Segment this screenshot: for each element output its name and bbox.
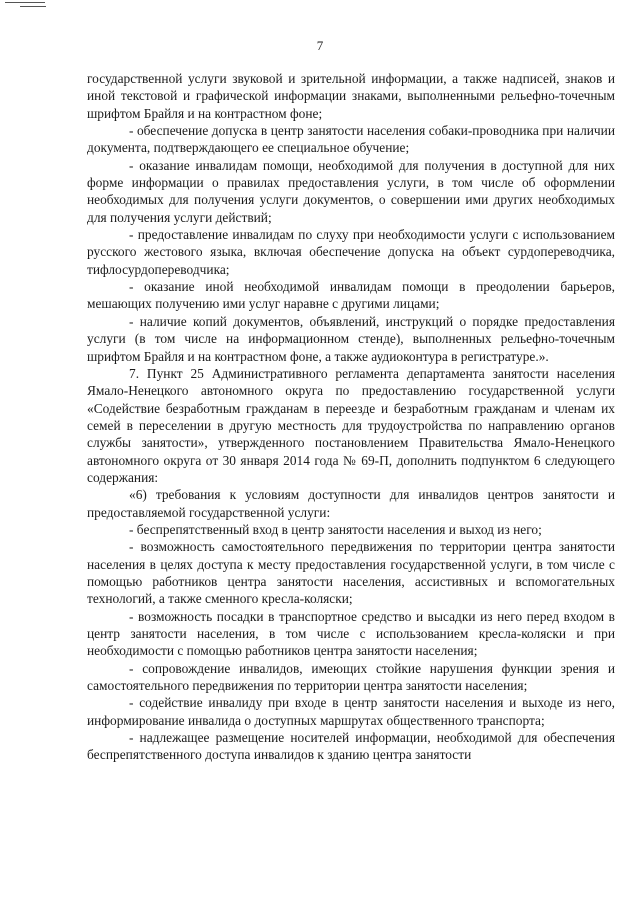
list-item: - предоставление инвалидам по слуху при необходимости услуги с использованием русского жестового языка, включая обеспечение допуска на объект сурдопереводчика, тифлосурдопереводчика;	[87, 227, 615, 277]
paragraph: 7. Пункт 25 Административного регламента департамента занятости населения Ямало-Ненецкого автономного округа по предоставлению государственной услуги «Содействие безработным гражданам в переезде и безработным гражданам и членам их семей в переселении в другую местность для трудоустройства по направлению органов службы занятости», утвержденного постановлением Правительства Ямало-Ненецкого автономного округа от 30 января 2014 года № 69-П, дополнить подпунктом 6 следующего содержания:	[87, 365, 615, 485]
list-item: - содействие инвалиду при входе в центр занятости населения и выходе из него, информирование инвалида о доступных маршрутах общественного транспорта;	[87, 695, 615, 728]
list-item: - оказание инвалидам помощи, необходимой для получения в доступной для них форме информации о правилах предоставления услуги, в том числе об оформлении необходимых для получения услуги документов, о совершении ими других необходимых для получения услуги действий;	[87, 157, 615, 225]
list-item: - возможность самостоятельного передвижения по территории центра занятости населения в целях доступа к месту предоставления государственной услуги, в том числе с помощью работников центра занятости населения, ассистивных и вспомогательных технологий, а также сменного кресла-коляски;	[87, 539, 615, 607]
list-item: - наличие копий документов, объявлений, инструкций о порядке предоставления услуги (в том числе на информационном стенде), выполненных рельефно-точечным шрифтом Брайля и на контрастном фоне, а также аудиоконтура в регистратуре.».	[87, 313, 615, 364]
list-item: - возможность посадки в транспортное средство и высадки из него перед входом в центр занятости населения, в том числе с использованием кресла-коляски и при необходимости с помощью работников центра занятости населения;	[87, 608, 615, 659]
list-item: - надлежащее размещение носителей информации, необходимой для обеспечения беспрепятственного доступа инвалидов к зданию центра занятости	[87, 730, 615, 763]
list-item: - сопровождение инвалидов, имеющих стойкие нарушения функции зрения и самостоятельного передвижения по территории центра занятости населения;	[87, 660, 615, 694]
paragraph: «6) требования к условиям доступности для инвалидов центров занятости и предоставляемой государственной услуги:	[87, 487, 615, 520]
list-item: - оказание иной необходимой инвалидам помощи в преодолении барьеров, мешающих получению ими услуг наравне с другими лицами;	[87, 279, 615, 312]
list-item: - обеспечение допуска в центр занятости населения собаки-проводника при наличии документа, подтверждающего ее специальное обучение;	[87, 123, 615, 156]
page-number: 7	[316, 38, 324, 53]
document-body	[87, 70, 615, 764]
paragraph: государственной услуги звуковой и зрительной информации, а также надписей, знаков и иной текстовой и графической информации знаками, выполненными рельефно-точечным шрифтом Брайля и на контрастном фоне;	[87, 71, 615, 121]
list-item: - беспрепятственный вход в центр занятости населения и выход из него;	[129, 521, 542, 537]
scan-mark	[5, 2, 45, 3]
scan-mark	[20, 6, 46, 7]
